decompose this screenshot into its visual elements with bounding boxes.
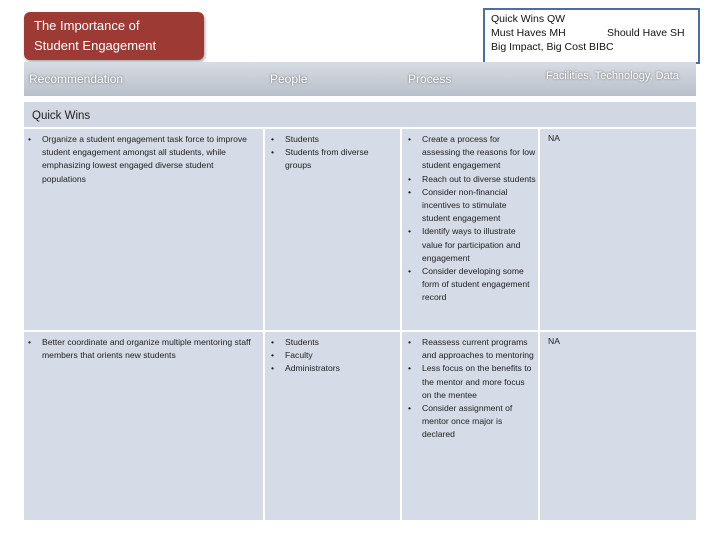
header-facilities: Facilities, Technology, Data	[546, 70, 679, 82]
list-item: • Reassess current programs and approaches to mentoring	[408, 336, 536, 362]
table-header	[24, 62, 696, 96]
row2-facilities-cell	[540, 332, 696, 520]
list-item: • Consider non-financial incentives to stimulate student engagement	[408, 186, 536, 226]
list-item: • Less focus on the benefits to the mentor and more focus on the mentee	[408, 362, 536, 402]
row1-people-list	[271, 133, 395, 173]
header-people: People	[270, 72, 308, 86]
title-box	[24, 12, 204, 60]
list-item: • Faculty	[271, 349, 395, 362]
list-item: • Consider developing some form of student engagement record	[408, 265, 536, 305]
legend-should-have: Should Have SH	[607, 27, 685, 39]
legend-must-haves: Must Haves MH	[491, 27, 566, 39]
row1-recommendation-list	[28, 133, 252, 186]
row1-process-list	[408, 133, 536, 305]
list-item: • Students	[271, 336, 395, 349]
list-item: • Students from diverse groups	[271, 146, 395, 172]
row1-people-cell	[265, 129, 400, 330]
list-item: • Identify ways to illustrate value for participation and engagement	[408, 225, 536, 265]
row1-process-cell	[402, 129, 538, 330]
row2-process-list	[408, 336, 536, 442]
list-item: • Better coordinate and organize multiple mentoring staff members that orients new students	[28, 336, 252, 362]
row1-facilities-value: NA	[548, 133, 560, 143]
row2-process-cell	[402, 332, 538, 520]
row1-facilities-cell	[540, 129, 696, 330]
section-label: Quick Wins	[32, 110, 91, 122]
list-item: • Administrators	[271, 362, 395, 375]
header-recommendation: Recommendation	[29, 72, 124, 86]
legend-big-impact: Big Impact, Big Cost BIBC	[491, 41, 614, 53]
row2-recommendation-list	[28, 336, 252, 362]
list-item: • Organize a student engagement task force to improve student engagement amongst all students, while emphasizing lowest engaged diverse student populations	[28, 133, 252, 186]
list-item: • Create a process for assessing the reasons for low student engagement	[408, 133, 536, 173]
list-item: • Reach out to diverse students	[408, 173, 536, 186]
list-item: • Consider assignment of mentor once major is declared	[408, 402, 536, 442]
title-line-2: Student Engagement	[34, 38, 157, 53]
row2-recommendation-cell	[24, 332, 263, 520]
title-line-1: The Importance of	[34, 18, 140, 33]
row1-recommendation-cell	[24, 129, 263, 330]
row2-facilities-value: NA	[548, 336, 560, 346]
legend-box	[483, 8, 700, 64]
row2-people-cell	[265, 332, 400, 520]
list-item: • Students	[271, 133, 395, 146]
header-process: Process	[408, 72, 452, 86]
row2-people-list	[271, 336, 395, 376]
legend-quick-wins: Quick Wins QW	[491, 13, 566, 25]
section-row	[24, 102, 696, 127]
